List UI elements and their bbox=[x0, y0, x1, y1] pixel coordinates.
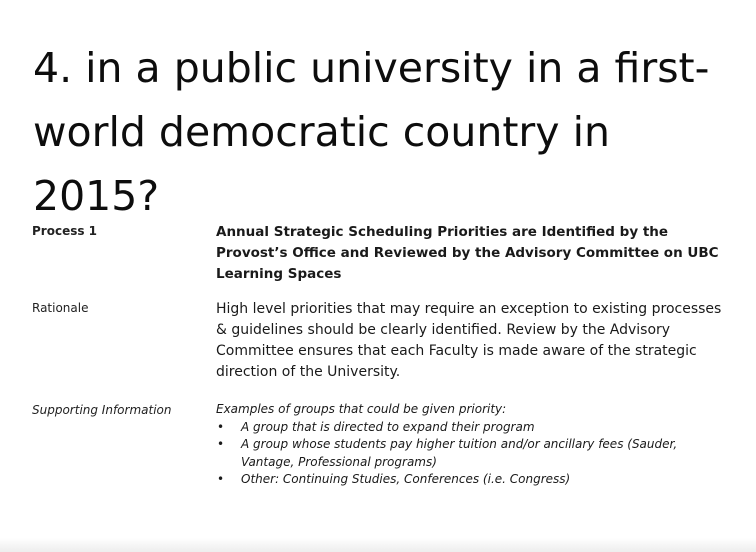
rationale-label: Rationale bbox=[32, 301, 89, 315]
process-document bbox=[32, 222, 732, 503]
rationale-row bbox=[32, 299, 732, 383]
supporting-row bbox=[32, 401, 732, 489]
list-item-text: A group whose students pay higher tuition and/or ancillary fees (Sauder, Vantage, Professional programs) bbox=[241, 437, 678, 469]
bullet-icon: • bbox=[217, 472, 225, 486]
list-item bbox=[216, 419, 732, 437]
rationale-text: High level priorities that may require an exception to existing processes & guidelines should be clearly identified. Review by the Advisory Committee ensures that each Faculty is made aware of the strategic direction of the University. bbox=[216, 301, 722, 380]
process-text: Annual Strategic Scheduling Priorities are Identified by the Provost’s Office and Reviewed by the Advisory Committee on UBC Learning Spaces bbox=[216, 224, 719, 282]
supporting-intro: Examples of groups that could be given priority: bbox=[216, 402, 507, 416]
bullet-icon: • bbox=[217, 437, 225, 451]
list-item bbox=[216, 471, 732, 489]
supporting-content bbox=[216, 401, 732, 489]
supporting-label: Supporting Information bbox=[32, 403, 172, 417]
list-item-text: A group that is directed to expand their program bbox=[241, 419, 535, 434]
slide-title: 4. in a public university in a first-world democratic country in 2015? bbox=[33, 44, 710, 220]
process-label: Process 1 bbox=[32, 224, 98, 238]
bottom-shade bbox=[0, 538, 756, 552]
bullet-icon: • bbox=[217, 419, 225, 434]
list-item bbox=[216, 436, 732, 471]
process-row bbox=[32, 222, 732, 285]
list-item-text: Other: Continuing Studies, Conferences (i.e. Congress) bbox=[241, 472, 571, 486]
priority-groups-list bbox=[216, 419, 732, 489]
